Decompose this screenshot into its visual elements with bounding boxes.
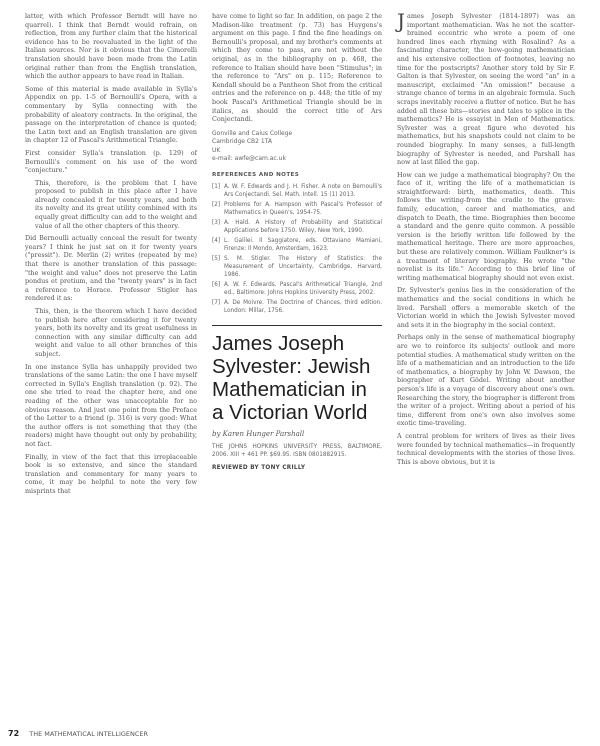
page-footer — [8, 729, 148, 738]
paragraph: Some of this material is made available in Sylla's Appendix on pp. 1-5 of Bernoulli's Opera, with a commentary by Sylla connecting with the probability of aleatory contracts. In the original, the passage on the interpretation of chance is quoted; the Latin text and an English translation are given in chapter 12 of Pascal's Arithmetical Triangle. — [25, 84, 197, 145]
paragraph: have come to light so far. In addition, on page 2 the Madison-like treatment (p. 73) has Huygens's argument on this page. I find the fine headings on Bernoulli's proposal, and my brother's comments at which they come to pass, are not without the original, as in the bibliography on p. 468, the reference to Italian should have been "Stimulus"; in the reference to "Ars" on p. 115; Reference to Kendall should be a Pantheon Shot from the critical entries and the reference on p. 448; the title of my book Pascal's Arithmetical Triangle should be in italics, as should the correct title of Ars Conjectandi. — [212, 12, 382, 124]
reference-item: [4] L. Galilei. Il Saggiatore, eds. Ottaviano Mamiani, Firenze: Il Mondo, Amsterdam, 1623. — [212, 237, 382, 252]
column-3 — [397, 9, 575, 470]
page-number: 72 — [8, 729, 20, 738]
review-title: James Joseph Sylvester: Jewish Mathematician in a Victorian World — [212, 331, 371, 424]
drop-cap: J — [397, 9, 406, 33]
block-quote: This, therefore, is the problem that I have proposed to publish in this place after I have already concealed it for twenty years, and both its novelty and its great utility combined with its equally great difficulty can add to the weight and value of all the other chapters of this theory. — [35, 178, 197, 230]
paragraph: First consider Sylla's translation (p. 129) of Bernoulli's comment on his use of the word "conjecture." — [25, 148, 197, 175]
paragraph: Perhaps only in the sense of mathematical biography are we to reinforce its subjects' outlook and more potential studies. A mathematical study written on the life of a mathematician and an introduction to the life of mathematics, a biography by John W. Dawson, the biographer of Kurt Gödel. Writing about another person's life is a voyage of discovery about one's own. Researching the story, the biographer is different from the writer of a project. Writing about a period of his time, different from one's own also involves some exotic time-traveling. — [397, 333, 575, 428]
references-heading: REFERENCES AND NOTES — [212, 172, 300, 179]
paragraph: A central problem for writers of lives as their lives were founded by technical mathematics—in frequently technical developments with the stories of those lives. This is above obvious, but it is — [397, 431, 575, 466]
author-address: Gonville and Caius College Cambridge CB2 1TA UK e-mail: awfe@cam.ac.uk — [212, 129, 293, 162]
journal-name: THE MATHEMATICAL INTELLIGENCER — [29, 730, 149, 738]
paragraph: Finally, in view of the fact that this irreplaceable book is so extensive, and since the standard translation and commentary for many years to come, it may be helpful to note the very few misprints that — [25, 452, 197, 495]
review-byline: by Karen Hunger Parshall — [212, 429, 305, 438]
reference-item: [5] S. M. Stigler. The History of Statistics: the Measurement of Uncertainty, Cambridge, Harvard, 1986. — [212, 255, 382, 278]
reference-item: [1] A. W. F. Edwards and J. H. Fisher. A note on Bernoulli's Ars Conjectandi. Sel. Math. Intell. 15 (1) 2013. — [212, 183, 382, 198]
reference-item: [3] A. Hald. A History of Probability and Statistical Applications before 1750. Wiley, New York, 1990. — [212, 219, 382, 234]
paragraph: How can we judge a mathematical biography? On the face of it, writing the life of a mathematician is straightforward: birth, mathematics, death. This follows the writing-from the cradle to the grave: family, education, career and mathematics, and dispatch to Death, the time. Biographies then become a standard and the genre quite common. A possible version is the briefly written life followed by the mathematical heritage. There are more approaches, but these are relatively common. William Faulkner's is a treatment of literary biography. He wrote "the novelist is its life." According to this brief line of writing mathematical biography should not even exist. — [397, 170, 575, 282]
block-quote: This, then, is the theorem which I have decided to publish here after considering it for twenty years, both its novelty and its great usefulness in connection with any similar difficulty can add weight and value to all other branches of this subject. — [35, 307, 197, 358]
paragraph: Did Bernoulli actually conceal the result for twenty years? I think he just sat on it for twenty years ("pressit"). Dr. Merlin (2) writes (repeated by me) that there is another translation of this passage: "the weight and value" does not preserve the Latin pondus et pretium, and the "twenty years" is in fact a reference to Horace. Professor Stigler has rendered it as: — [25, 234, 197, 303]
reference-item: [2] Problems for A. Hampson with Pascal's Professor of Mathematics in Queen's, 1954-75. — [212, 201, 382, 216]
column-2 — [212, 12, 382, 472]
reviewer-credit: REVIEWED BY TONY CRILLY — [212, 464, 306, 471]
column-1 — [25, 12, 197, 499]
publication-info: THE JOHNS HOPKINS UNIVERSITY PRESS, BALTIMORE, 2006. XIII + 461 PP. $69.95. ISBN 0801882915. — [212, 443, 382, 458]
paragraph: James Joseph Sylvester (1814-1897) was an important mathematician. Was he not the scatter-brained eccentric who wrote a poem of one hundred lines each rhyming with Rosalind? As a fascinating character, the how-going mathematician and his extensive collection of footnotes, leaving no time for the postscripts? Another story told by Sir F. Galton is that Sylvester, on seeing the word "an" in a manuscript, exclaimed "An omission!" because a strange chance of terms in an algebraic formula. Such scraps inevitably receive a flutter of notice. But he has added all these bits—stories and tales to splice in the mathematics? He is essayist in Men of Mathematics. Sylvester was a great figure who devoted his mathematics, but his snapshots could not claim to be rounded biography. In many senses, a full-length biography of Sylvester is needed, and Parshall has now at last filled the gap. — [397, 9, 575, 167]
reference-item: [6] A. W. F. Edwards. Pascal's Arithmetical Triangle, 2nd ed., Baltimore: Johns Hopkins University Press, 2002. — [212, 281, 382, 296]
paragraph: latter, with which Professor Berndt will have no quarrel). I think that Berndt would refrain, on reflection, from any further claim that the historical evidence has to be reevaluated in the light of the Italian sources. Nor is it obvious that the Cimorelli translation should have been made from the Latin original rather than from the English translation, which the author appears to have read in Italian. — [25, 12, 197, 81]
paragraph: In one instance Sylla has unhappily provided two translations of the same Latin: the one I have myself corrected in Sylla's English translation (p. 92). The one she tried to read the chapter here, and one reading of the other was unacceptable for no obvious reason. And just one point from the Preface of the Letter to a friend (p. 316) is very good: What the author offers is not something that they (the readers) might have thought out only by probability, not fact. — [25, 362, 197, 448]
paragraph: Dr. Sylvester's genius lies in the consideration of the mathematics and the social conditions in which he lived. Parshall offers a memorable sketch of the Victorian world in which the Jewish Sylvester moved and sets it in the biography in the social context. — [397, 286, 575, 329]
section-divider — [212, 325, 382, 326]
reference-item: [7] A. De Moivre. The Doctrine of Chances, third edition. London: Millar, 1756. — [212, 299, 382, 314]
